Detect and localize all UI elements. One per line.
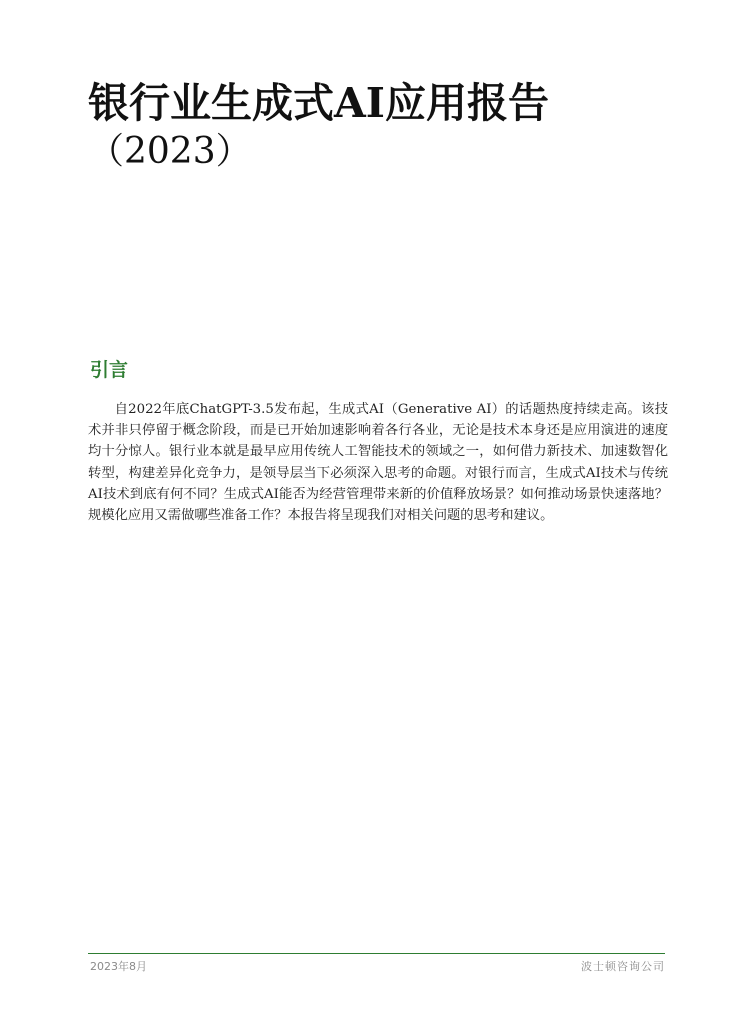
report-year-subtitle: （2023） [88,131,252,172]
footer-company: 波士顿咨询公司 [581,960,665,973]
footer-divider [88,953,665,954]
footer-date: 2023年8月 [90,960,147,973]
report-title: 银行业生成式AI应用报告 [88,79,549,127]
section-heading-introduction: 引言 [90,359,129,381]
introduction-paragraph: 自2022年底ChatGPT-3.5发布起，生成式AI（Generative AI）的话题热度持续走高。该技术并非只停留于概念阶段，而是已开始加速影响着各行各业，无论是技术本身还是应用演进的速度均十分惊人。银行业本就是最早应用传统人工智能技术的领域之一，如何借力新技术、加速数智化转型，构建差异化竞争力，是领导层当下必须深入思考的命题。对银行而言，生成式AI技术与传统AI技术到底有何不同？生成式AI能否为经营管理带来新的价值释放场景？如何推动场景快速落地？规模化应用又需做哪些准备工作？本报告将呈现我们对相关问题的思考和建议。 [88,402,668,524]
